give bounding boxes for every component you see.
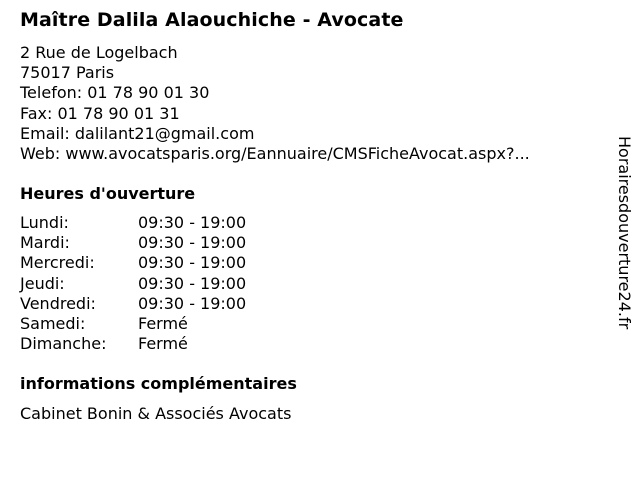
hours-row-sunday: [20, 334, 246, 354]
hours-day: Vendredi:: [20, 293, 96, 313]
hours-row-monday: [20, 213, 246, 233]
hours-day: Dimanche:: [20, 334, 107, 354]
site-watermark: Horairesdouverture24.fr: [615, 136, 634, 330]
hours-row-wednesday: [20, 253, 246, 273]
hours-heading: Heures d'ouverture: [20, 184, 196, 203]
phone-number[interactable]: Telefon: 01 78 90 01 30: [20, 83, 210, 103]
contact-block: [20, 43, 530, 164]
hours-day: Jeudi:: [20, 273, 65, 293]
hours-time: 09:30 - 19:00: [138, 233, 247, 253]
address-city: 75017 Paris: [20, 63, 115, 83]
hours-row-tuesday: [20, 233, 246, 253]
hours-day: Samedi:: [20, 314, 86, 334]
hours-time: 09:30 - 19:00: [138, 293, 247, 313]
website-link[interactable]: Web: www.avocatsparis.org/Eannuaire/CMSFicheAvocat.aspx?...: [20, 144, 530, 164]
address-street: 2 Rue de Logelbach: [20, 43, 178, 62]
info-text: Cabinet Bonin & Associés Avocats: [20, 404, 292, 423]
hours-time: 09:30 - 19:00: [138, 253, 247, 273]
hours-time: Fermé: [138, 334, 188, 354]
hours-row-saturday: [20, 314, 246, 334]
hours-row-friday: [20, 294, 246, 314]
hours-day: Mardi:: [20, 233, 70, 253]
hours-time: Fermé: [138, 314, 188, 334]
fax-number: Fax: 01 78 90 01 31: [20, 103, 180, 123]
hours-day: Mercredi:: [20, 253, 95, 273]
email-address[interactable]: Email: dalilant21@gmail.com: [20, 123, 255, 143]
info-heading: informations complémentaires: [20, 374, 297, 393]
page-title: Maître Dalila Alaouchiche - Avocate: [20, 9, 404, 31]
hours-time: 09:30 - 19:00: [138, 213, 247, 232]
hours-day: Lundi:: [20, 213, 69, 232]
hours-row-thursday: [20, 274, 246, 294]
hours-time: 09:30 - 19:00: [138, 273, 247, 293]
opening-hours-table: [20, 213, 246, 354]
